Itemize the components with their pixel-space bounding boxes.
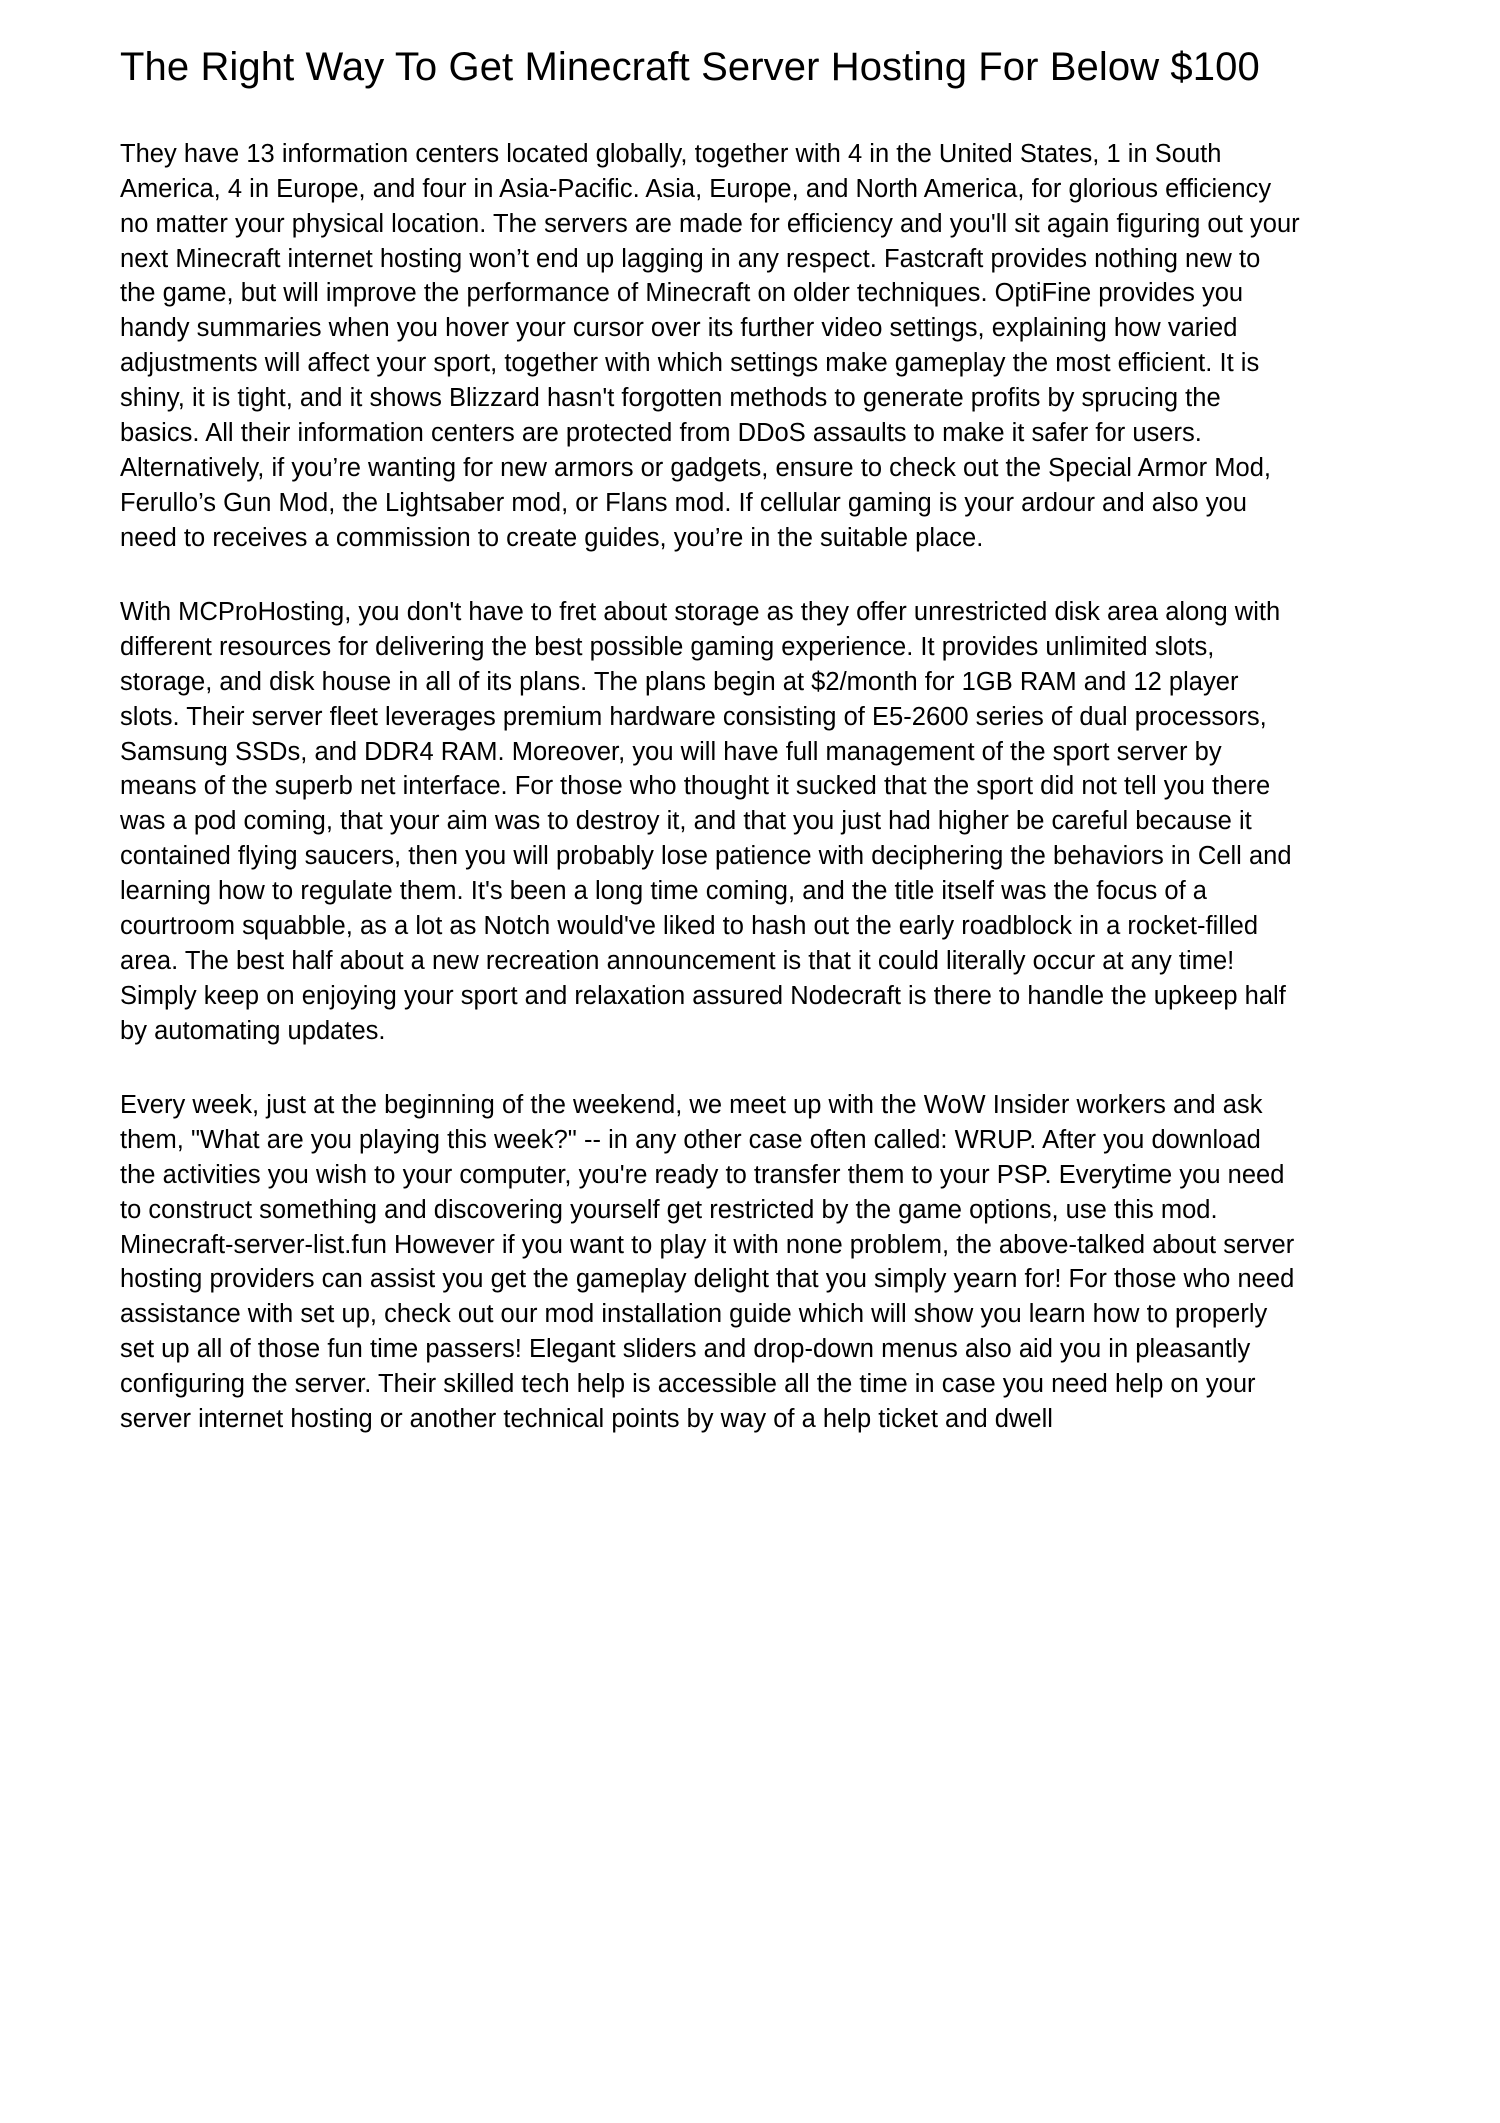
page-title: The Right Way To Get Minecraft Server Hosting For Below $100 (120, 45, 1260, 89)
paragraph-1: They have 13 information centers located globally, together with 4 in the United States, 1 in South America, 4 in Europe, and four in Asia-Pacific. Asia, Europe, and North America, for glorious efficiency no matter your physical location. The servers are made for efficiency and you'll sit again figuring out your next Minecraft internet hosting won’t end up lagging in any respect. Fastcraft provides nothing new to the game, but will improve the performance of Minecraft on older techniques. OptiFine provides you handy summaries when you hover your cursor over its further video settings, explaining how varied adjustments will affect your sport, together with which settings make gameplay the most efficient. It is shiny, it is tight, and it shows Blizzard hasn't forgotten methods to generate profits by sprucing the basics. All their information centers are protected from DDoS assaults to make it safer for users. Alternatively, if you’re wanting for new armors or gadgets, ensure to check out the Special Armor Mod, Ferullo’s Gun Mod, the Lightsaber mod, or Flans mod. If cellular gaming is your ardour and also you need to receives a commission to create guides, you’re in the suitable place. (120, 139, 1300, 552)
paragraph-2: With MCProHosting, you don't have to fret about storage as they offer unrestricted disk area along with different resources for delivering the best possible gaming experience. It provides unlimited slots, storage, and disk house in all of its plans. The plans begin at $2/month for 1GB RAM and 12 player slots. Their server fleet leverages premium hardware consisting of E5-2600 series of dual processors, Samsung SSDs, and DDR4 RAM. Moreover, you will have full management of the sport server by means of the superb net interface. For those who thought it sucked that the sport did not tell you there was a pod coming, that your aim was to destroy it, and that you just had higher be careful because it contained flying saucers, then you will probably lose patience with deciphering the behaviors in Cell and learning how to regulate them. It's been a long time coming, and the title itself was the focus of a courtroom squabble, as a lot as Notch would've liked to hash out the early roadblock in a rocket-filled area. The best half about a new recreation announcement is that it could literally occur at any time! Simply keep on enjoying your sport and relaxation assured Nodecraft is there to handle the upkeep half by automating updates. (120, 597, 1292, 1045)
article-body (120, 137, 1380, 1437)
paragraph-3: Every week, just at the beginning of the weekend, we meet up with the WoW Insider workers and ask them, "What are you playing this week?" -- in any other case often called: WRUP. After you download the activities you wish to your computer, you're ready to transfer them to your PSP. Everytime you need to construct something and discovering yourself get restricted by the game options, use this mod. Minecraft-server-list.fun However if you want to play it with none problem, the above-talked about server hosting providers can assist you get the gameplay delight that you simply yearn for! For those who need assistance with set up, check out our mod installation guide which will show you learn how to properly set up all of those fun time passers! Elegant sliders and drop-down menus also aid you in pleasantly configuring the server. Their skilled tech help is accessible all the time in case you need help on your server internet hosting or another technical points by way of a help ticket and dwell (120, 1090, 1295, 1434)
